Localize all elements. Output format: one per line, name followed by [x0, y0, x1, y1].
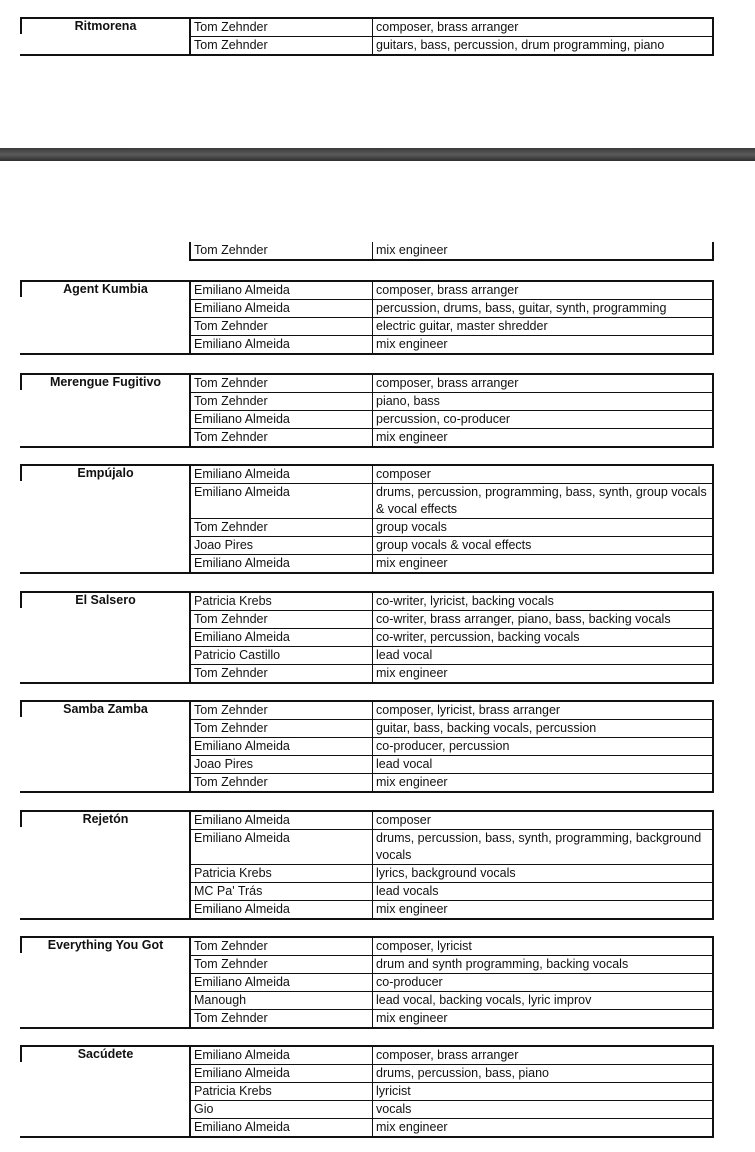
table-row [191, 1009, 712, 1027]
credit-role: co-writer, percussion, backing vocals [376, 630, 580, 644]
credit-role: composer, brass arranger [376, 376, 519, 390]
credit-role: mix engineer [376, 902, 448, 916]
table-row [191, 719, 712, 737]
credit-name: Emiliano Almeida [191, 974, 373, 991]
credit-name: Emiliano Almeida [191, 738, 373, 755]
table-row [191, 882, 712, 900]
credit-name: Emiliano Almeida [191, 901, 373, 918]
table-row [191, 428, 712, 446]
table-row [191, 392, 712, 410]
table-row [191, 1064, 712, 1082]
credit-name: Patricia Krebs [191, 1083, 373, 1100]
table-row [191, 773, 712, 791]
credit-role: drum and synth programming, backing vocals [376, 957, 629, 971]
credit-role: composer, lyricist, brass arranger [376, 703, 561, 717]
credit-name: Tom Zehnder [191, 611, 373, 628]
table-row [191, 755, 712, 773]
table-row [191, 410, 712, 428]
song-rule [20, 918, 189, 920]
credit-role: mix engineer [376, 243, 448, 257]
table-row [191, 829, 712, 864]
credit-role: guitar, bass, backing vocals, percussion [376, 721, 597, 735]
credit-role: group vocals [376, 520, 447, 534]
credit-name: Emiliano Almeida [191, 629, 373, 646]
table-row [191, 299, 712, 317]
credit-name: Tom Zehnder [191, 519, 373, 536]
credit-name: Tom Zehnder [191, 720, 373, 737]
table-row [191, 536, 712, 554]
table-row [191, 317, 712, 335]
credits-table [189, 700, 714, 793]
credit-role: co-writer, lyricist, backing vocals [376, 594, 554, 608]
table-row [191, 1047, 712, 1064]
credits-table [189, 373, 714, 448]
credits-table [189, 936, 714, 1029]
credit-name: Emiliano Almeida [191, 1065, 373, 1082]
credit-name: Emiliano Almeida [191, 555, 373, 572]
table-row [191, 610, 712, 628]
credit-name: Patricia Krebs [191, 865, 373, 882]
credit-role: mix engineer [376, 775, 448, 789]
song-title: Merengue Fugitivo [20, 373, 189, 390]
credit-role: composer [376, 813, 431, 827]
credit-role: composer, lyricist [376, 939, 472, 953]
credit-name: Emiliano Almeida [191, 1119, 373, 1136]
table-row [191, 36, 712, 54]
credits-table [189, 1045, 714, 1138]
credit-name: Emiliano Almeida [191, 336, 373, 353]
credits-table [189, 242, 714, 261]
credit-role: mix engineer [376, 337, 448, 351]
credit-name: MC Pa' Trás [191, 883, 373, 900]
table-row [191, 973, 712, 991]
song-title: Ritmorena [20, 17, 189, 34]
credit-role: lead vocals [376, 884, 439, 898]
credit-name: Tom Zehnder [191, 242, 373, 259]
credits-table [189, 464, 714, 574]
credit-role: lead vocal [376, 757, 433, 771]
credit-name: Tom Zehnder [191, 938, 373, 955]
song-rule [20, 353, 189, 355]
credit-name: Tom Zehnder [191, 19, 373, 36]
credit-role: co-writer, brass arranger, piano, bass, backing vocals [376, 612, 671, 626]
credit-role: guitars, bass, percussion, drum programming, piano [376, 38, 665, 52]
credit-role: electric guitar, master shredder [376, 319, 548, 333]
credit-role: lyricist [376, 1084, 411, 1098]
credit-name: Emiliano Almeida [191, 300, 373, 317]
credit-role: co-producer [376, 975, 443, 989]
credit-role: percussion, drums, bass, guitar, synth, programming [376, 301, 667, 315]
credit-name: Joao Pires [191, 756, 373, 773]
table-row [191, 991, 712, 1009]
song-rule [20, 446, 189, 448]
credit-name: Tom Zehnder [191, 429, 373, 446]
credit-role: co-producer, percussion [376, 739, 510, 753]
table-row [191, 646, 712, 664]
table-row [191, 864, 712, 882]
table-row [191, 375, 712, 392]
credit-name: Tom Zehnder [191, 393, 373, 410]
table-row [191, 19, 712, 36]
song-rule [20, 572, 189, 574]
credit-role: group vocals & vocal effects [376, 538, 532, 552]
song-title: Rejetón [20, 810, 189, 827]
credit-name: Joao Pires [191, 537, 373, 554]
table-row [191, 335, 712, 353]
credit-role: percussion, co-producer [376, 412, 511, 426]
credit-name: Tom Zehnder [191, 318, 373, 335]
song-rule [20, 791, 189, 793]
table-row [191, 900, 712, 918]
table-row [191, 282, 712, 299]
credits-table [189, 591, 714, 684]
credit-name: Emiliano Almeida [191, 282, 373, 299]
credit-role: lead vocal [376, 648, 433, 662]
table-row [191, 242, 712, 259]
credit-name: Emiliano Almeida [191, 1047, 373, 1064]
song-rule [20, 1027, 189, 1029]
credit-role: mix engineer [376, 1011, 448, 1025]
credit-role: drums, percussion, programming, bass, synth, group vocals & vocal effects [376, 485, 707, 516]
table-row [191, 1118, 712, 1136]
credit-name: Tom Zehnder [191, 37, 373, 54]
page-separator [0, 148, 755, 161]
credit-role: lyrics, background vocals [376, 866, 516, 880]
credit-name: Emiliano Almeida [191, 830, 373, 864]
credit-name: Tom Zehnder [191, 956, 373, 973]
credit-name: Emiliano Almeida [191, 812, 373, 829]
credit-name: Patricia Krebs [191, 593, 373, 610]
table-row [191, 938, 712, 955]
credit-role: composer, brass arranger [376, 283, 519, 297]
song-title: Agent Kumbia [20, 280, 189, 297]
table-row [191, 593, 712, 610]
song-title: Sacúdete [20, 1045, 189, 1062]
table-row [191, 483, 712, 518]
credit-role: drums, percussion, bass, piano [376, 1066, 550, 1080]
table-row [191, 702, 712, 719]
song-rule [20, 682, 189, 684]
credit-role: lead vocal, backing vocals, lyric improv [376, 993, 592, 1007]
credit-role: vocals [376, 1102, 412, 1116]
song-title: El Salsero [20, 591, 189, 608]
credits-table [189, 17, 714, 56]
table-row [191, 554, 712, 572]
table-row [191, 812, 712, 829]
credit-name: Tom Zehnder [191, 375, 373, 392]
table-row [191, 1082, 712, 1100]
credit-name: Tom Zehnder [191, 702, 373, 719]
credit-name: Manough [191, 992, 373, 1009]
credit-name: Emiliano Almeida [191, 411, 373, 428]
credit-role: mix engineer [376, 1120, 448, 1134]
credit-name: Emiliano Almeida [191, 484, 373, 518]
song-title: Everything You Got [20, 936, 189, 953]
table-row [191, 1100, 712, 1118]
credit-role: mix engineer [376, 556, 448, 570]
table-row [191, 466, 712, 483]
table-row [191, 628, 712, 646]
song-rule [20, 54, 189, 56]
table-row [191, 955, 712, 973]
credit-name: Tom Zehnder [191, 774, 373, 791]
song-title: Samba Zamba [20, 700, 189, 717]
credit-name: Tom Zehnder [191, 1010, 373, 1027]
table-row [191, 737, 712, 755]
credit-name: Patricio Castillo [191, 647, 373, 664]
credit-role: composer, brass arranger [376, 20, 519, 34]
credit-role: mix engineer [376, 666, 448, 680]
credit-name: Tom Zehnder [191, 665, 373, 682]
credit-role: drums, percussion, bass, synth, programming, background vocals [376, 831, 702, 862]
song-rule [20, 1136, 189, 1138]
credits-table [189, 810, 714, 920]
credits-table [189, 280, 714, 355]
credit-name: Gio [191, 1101, 373, 1118]
table-row [191, 664, 712, 682]
credit-role: piano, bass [376, 394, 440, 408]
credit-role: mix engineer [376, 430, 448, 444]
credit-role: composer [376, 467, 431, 481]
song-title: Empújalo [20, 464, 189, 481]
table-row [191, 518, 712, 536]
credit-name: Emiliano Almeida [191, 466, 373, 483]
credit-role: composer, brass arranger [376, 1048, 519, 1062]
